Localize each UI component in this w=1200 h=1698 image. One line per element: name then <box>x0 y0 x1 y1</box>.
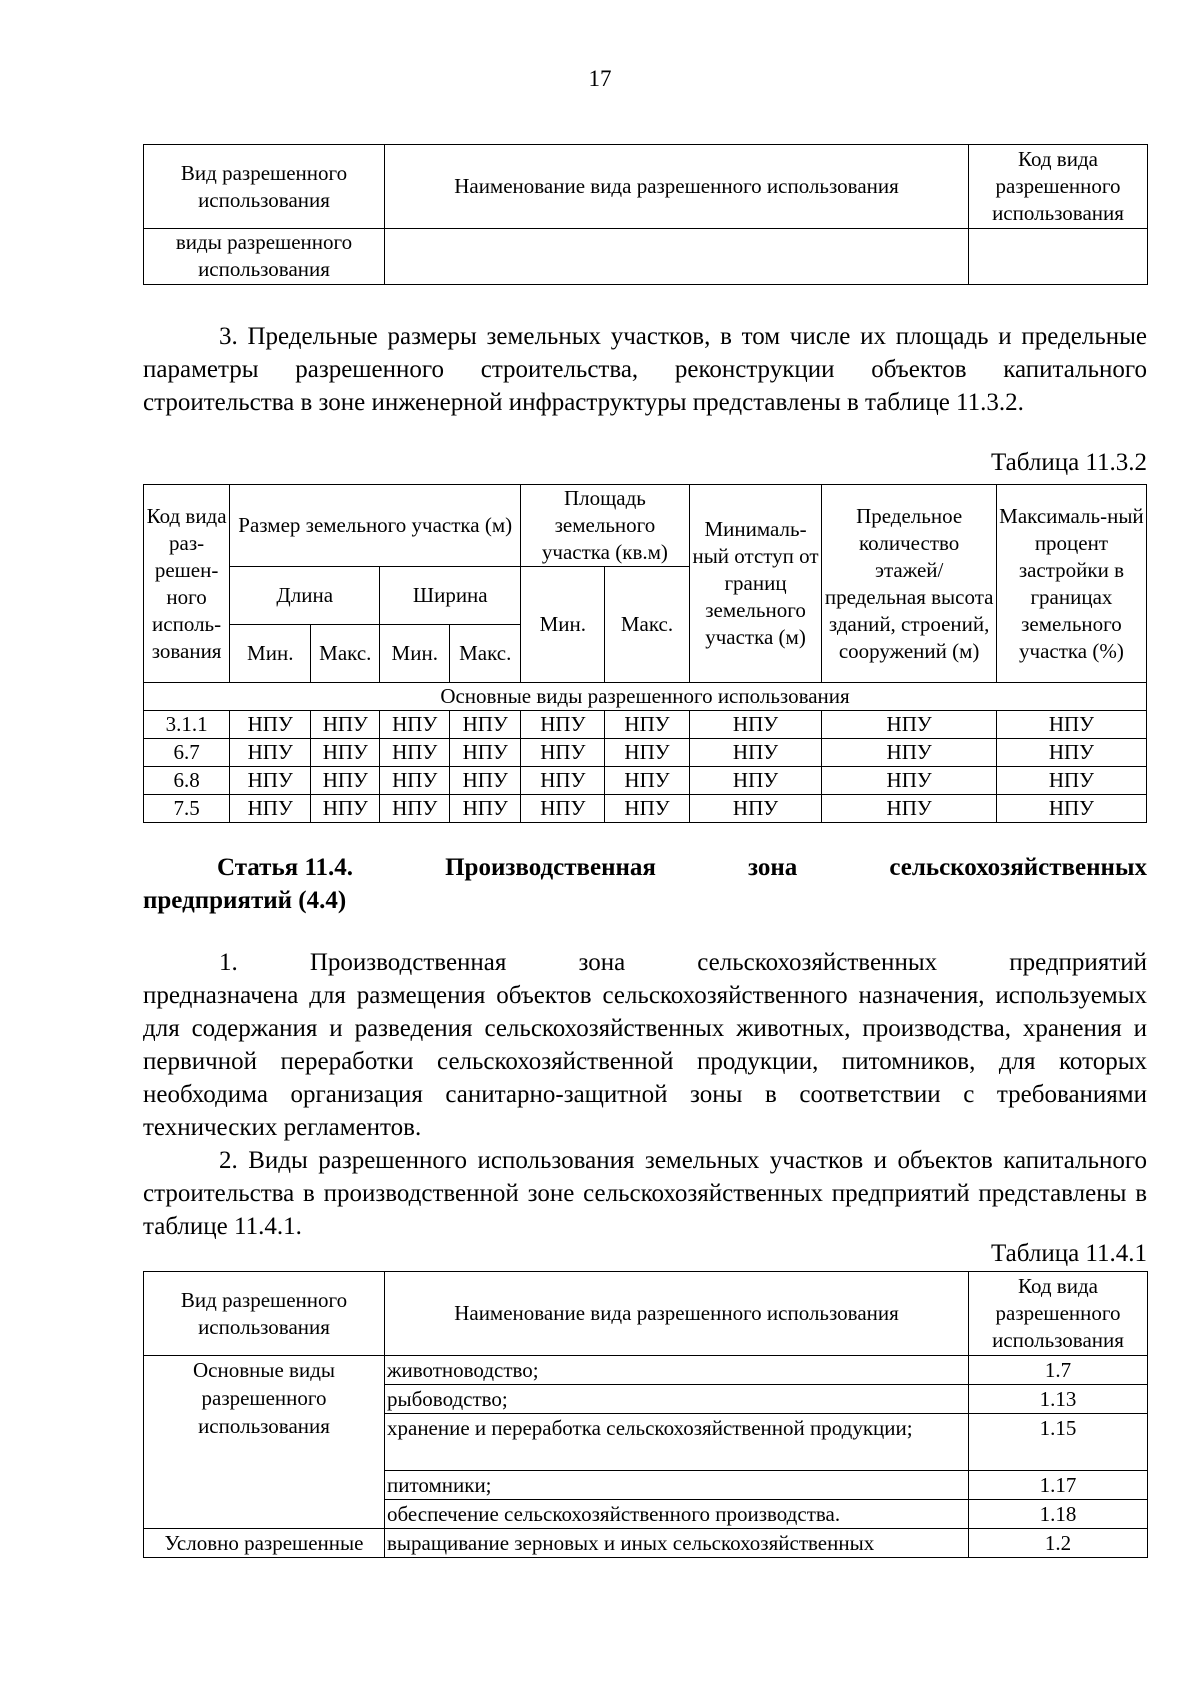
article-label: Статья 11.4. <box>217 854 354 881</box>
table-cell: НПУ <box>380 767 450 795</box>
table-cell <box>969 229 1148 285</box>
table-cell: животноводство; <box>385 1356 969 1385</box>
table-caption-11-4-1: Таблица 11.4.1 <box>991 1240 1147 1267</box>
header-length-min: Мин. <box>230 625 311 683</box>
group-cell: Условно разрешенные <box>144 1529 385 1558</box>
table-cell: 6.8 <box>144 767 230 795</box>
table-cell: обеспечение сельскохозяйственного производства. <box>385 1500 969 1529</box>
header-area: Площадь земельного участка (кв.м) <box>521 485 689 567</box>
table-cell: НПУ <box>605 739 689 767</box>
table-cell: НПУ <box>689 739 822 767</box>
table-cell: НПУ <box>450 739 521 767</box>
table-cell: НПУ <box>380 711 450 739</box>
table-cell: НПУ <box>380 795 450 823</box>
table-cell: НПУ <box>689 795 822 823</box>
header-floors: Предельное количество этажей/ предельная высота зданий, строений, сооружений (м) <box>822 485 996 683</box>
table-cell: НПУ <box>230 739 311 767</box>
header-area-min: Мин. <box>521 567 605 683</box>
table-cell: питомники; <box>385 1471 969 1500</box>
table-cell: НПУ <box>311 767 380 795</box>
table-cell: НПУ <box>521 739 605 767</box>
table-row <box>144 795 1147 823</box>
table-cell: 1.7 <box>969 1356 1148 1385</box>
table-cell: НПУ <box>450 711 521 739</box>
paragraph-3: 3. Предельные размеры земельных участков, в том числе их площадь и предельные параметры разрешенного строительства, реконструкции объектов капитального строительства в зоне инженерной инфраструктуры представлены в таблице 11.3.2. <box>143 323 1147 416</box>
table-cell: 6.7 <box>144 739 230 767</box>
table-cell: НПУ <box>450 795 521 823</box>
table-cell: 1.17 <box>969 1471 1148 1500</box>
table-cell: НПУ <box>521 711 605 739</box>
header-width-max: Макс. <box>450 625 521 683</box>
article-heading <box>143 851 1147 917</box>
table-cell: НПУ <box>822 711 996 739</box>
table-caption-11-3-2: Таблица 11.3.2 <box>991 449 1147 476</box>
table-cell: НПУ <box>380 739 450 767</box>
table-cell: НПУ <box>521 767 605 795</box>
table-header: Код вида разрешенного использования <box>969 1272 1148 1356</box>
header-offset: Минималь-ный отступ от границ земельного участка (м) <box>689 485 822 683</box>
table-cell: 1.18 <box>969 1500 1148 1529</box>
table-cell: НПУ <box>605 795 689 823</box>
table-cell: НПУ <box>689 767 822 795</box>
header-size: Размер земельного участка (м) <box>230 485 521 567</box>
table-11-3-2 <box>143 484 1147 823</box>
table-cell: НПУ <box>996 739 1146 767</box>
table-cell: НПУ <box>521 795 605 823</box>
header-length-max: Макс. <box>311 625 380 683</box>
table-cell: хранение и переработка сельскохозяйственной продукции; <box>385 1414 969 1471</box>
table-cell: НПУ <box>311 739 380 767</box>
paragraph-1-line-1: 1. Производственная зона сельскохозяйственных предприятий <box>219 949 1147 976</box>
group-cell: Основные виды разрешенного использования <box>144 1356 385 1529</box>
header-percent: Максималь-ный процент застройки в границах земельного участка (%) <box>996 485 1146 683</box>
table-cell: НПУ <box>230 767 311 795</box>
paragraph-1: предназначена для размещения объектов сельскохозяйственного назначения, используемых для содержания и разведения сельскохозяйственных животных, производства, хранения и первичной переработки сельскохозяйственной продукции, питомников, для которых необходима организация санитарно-защитной зоны в соответствии с требованиями технических регламентов. <box>143 982 1147 1141</box>
article-line-2: предприятий (4.4) <box>143 887 347 914</box>
table-cell: НПУ <box>822 767 996 795</box>
table-header: Вид разрешенного использования <box>144 1272 385 1356</box>
table-row <box>144 767 1147 795</box>
header-code: Код вида раз-решен-ного исполь-зования <box>144 485 230 683</box>
header-width: Ширина <box>380 567 521 625</box>
page-number: 17 <box>588 66 612 91</box>
table-cell: виды разрешенного использования <box>144 229 385 285</box>
table-header: Наименование вида разрешенного использования <box>385 1272 969 1356</box>
table-header: Наименование вида разрешенного использования <box>385 145 969 229</box>
table-11-4-1 <box>143 1271 1148 1558</box>
table-cell: НПУ <box>311 795 380 823</box>
table-cell: 3.1.1 <box>144 711 230 739</box>
table-cell: НПУ <box>230 711 311 739</box>
section-row: Основные виды разрешенного использования <box>144 683 1147 711</box>
table-cell: НПУ <box>311 711 380 739</box>
table-cell: НПУ <box>996 711 1146 739</box>
table-cell: НПУ <box>230 795 311 823</box>
table-cell: НПУ <box>996 767 1146 795</box>
table-cell: НПУ <box>822 795 996 823</box>
article-word: сельскохозяйственных <box>889 854 1147 881</box>
table-cell: рыбоводство; <box>385 1385 969 1414</box>
table-cell: 1.2 <box>969 1529 1148 1558</box>
table-cell: НПУ <box>450 767 521 795</box>
table-row <box>144 739 1147 767</box>
table-header: Код вида разрешенного использования <box>969 145 1148 229</box>
table-cell: НПУ <box>996 795 1146 823</box>
table-cell: НПУ <box>822 739 996 767</box>
article-word: Производственная <box>445 854 656 881</box>
table-continuation <box>143 144 1148 285</box>
table-cell: 1.13 <box>969 1385 1148 1414</box>
header-length: Длина <box>230 567 380 625</box>
table-cell: 1.15 <box>969 1414 1148 1471</box>
table-cell: НПУ <box>605 711 689 739</box>
header-area-max: Макс. <box>605 567 689 683</box>
article-word: зона <box>748 854 798 881</box>
table-cell: НПУ <box>605 767 689 795</box>
table-cell: НПУ <box>689 711 822 739</box>
table-cell <box>385 229 969 285</box>
header-width-min: Мин. <box>380 625 450 683</box>
table-cell: выращивание зерновых и иных сельскохозяйственных <box>385 1529 969 1558</box>
table-header: Вид разрешенного использования <box>144 145 385 229</box>
table-row <box>144 711 1147 739</box>
table-cell: 7.5 <box>144 795 230 823</box>
paragraph-2: 2. Виды разрешенного использования земельных участков и объектов капитального строительства в производственной зоне сельскохозяйственных предприятий представлены в таблице 11.4.1. <box>143 1147 1147 1240</box>
